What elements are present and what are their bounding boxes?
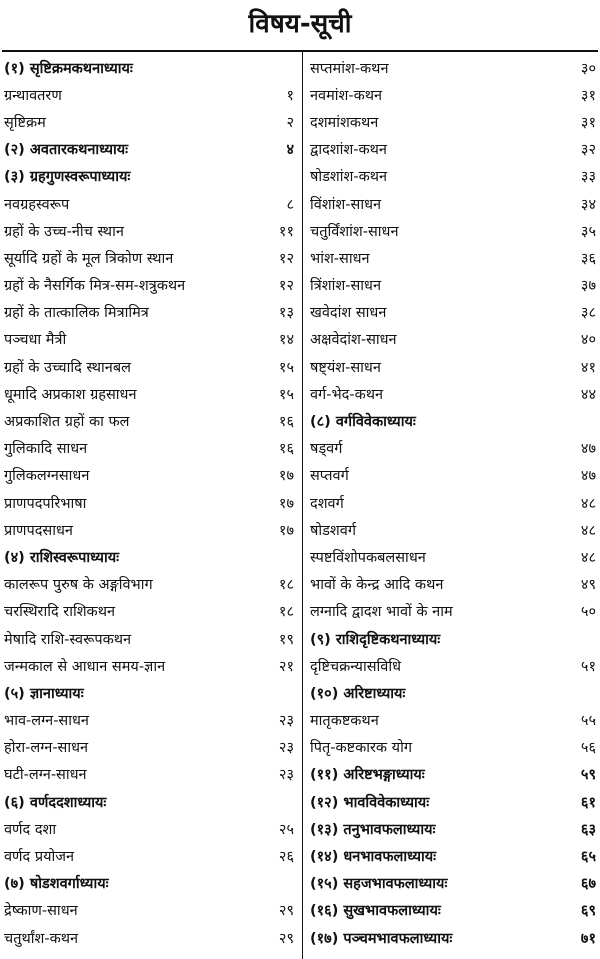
toc-page-number: ६५	[580, 849, 596, 866]
toc-page-number: ११	[278, 223, 294, 240]
toc-entry-title: सप्तवर्ग	[310, 468, 349, 485]
toc-entry-title: पितृ-कष्टकारक योग	[310, 740, 412, 757]
page-title: विषय-सूची	[248, 9, 352, 39]
toc-entry	[0, 625, 298, 652]
toc-chapter-heading	[306, 679, 600, 706]
toc-entry	[306, 136, 600, 163]
toc-entry	[306, 598, 600, 625]
toc-page-number: १७	[278, 522, 294, 539]
toc-page-number: ६१	[580, 794, 596, 811]
toc-entry	[306, 543, 600, 570]
toc-chapter-heading	[0, 543, 298, 570]
toc-page-number: २१	[278, 658, 294, 675]
toc-chapter-heading	[0, 870, 298, 897]
toc-entry-title: नवग्रहस्वरूप	[4, 196, 70, 213]
toc-entry	[0, 244, 298, 271]
toc-entry	[306, 299, 600, 326]
toc-page-number: ४८	[580, 549, 596, 566]
toc-entry	[306, 353, 600, 380]
toc-entry-title: (१) सृष्टिक्रमकथनाध्यायः	[4, 60, 133, 77]
toc-entry-title: (८) वर्गविवेकाध्यायः	[310, 414, 416, 431]
toc-entry-title: (६) वर्णददशाध्यायः	[4, 794, 107, 811]
toc-entry-title: अक्षवेदांश-साधन	[310, 332, 397, 349]
toc-entry-title: कालरूप पुरुष के अङ्गविभाग	[4, 577, 153, 594]
toc-entry	[0, 707, 298, 734]
toc-entry-title: (१७) पञ्चमभावफलाध्यायः	[310, 930, 453, 947]
toc-entry-title: पञ्चधा मैत्री	[4, 332, 67, 349]
toc-page-number: २९	[278, 903, 294, 920]
toc-page-number: ३५	[580, 223, 596, 240]
toc-entry-title: मेषादि राशि-स्वरूपकथन	[4, 631, 132, 648]
toc-entry-title: (१६) सुखभावफलाध्यायः	[310, 903, 441, 920]
toc-entry	[0, 516, 298, 543]
toc-entry	[306, 652, 600, 679]
toc-entry-title: लग्नादि द्वादश भावों के नाम	[310, 604, 453, 621]
toc-page-number: ४९	[580, 577, 596, 594]
toc-entry	[0, 761, 298, 788]
toc-entry	[306, 571, 600, 598]
toc-entry	[0, 326, 298, 353]
toc-entry	[0, 407, 298, 434]
toc-entry-title: भावों के केन्द्र आदि कथन	[310, 577, 444, 594]
toc-entry	[0, 299, 298, 326]
toc-entry-title: जन्मकाल से आधान समय-ज्ञान	[4, 658, 166, 675]
toc-page-number: १५	[278, 386, 294, 403]
toc-page-number: ३४	[580, 196, 596, 213]
toc-page-number: २३	[278, 767, 294, 784]
toc-page-number: ८	[286, 196, 294, 213]
toc-chapter-heading	[0, 679, 298, 706]
toc-entry	[0, 108, 298, 135]
toc-page-number: ४८	[580, 495, 596, 512]
toc-entry	[0, 897, 298, 924]
toc-entry-title: चतुर्विंशांश-साधन	[310, 223, 399, 240]
toc-entry-title: (२) अवतारकथनाध्यायः	[4, 142, 129, 159]
toc-page-number: १४	[278, 332, 294, 349]
toc-entry-title: भांश-साधन	[310, 250, 370, 267]
toc-entry	[0, 435, 298, 462]
toc-chapter-heading	[306, 788, 600, 815]
toc-entry-title: षष्ट्यंश-साधन	[310, 359, 381, 376]
toc-page-number: ३८	[580, 305, 596, 322]
toc-entry	[0, 598, 298, 625]
toc-chapter-heading	[306, 761, 600, 788]
toc-entry	[306, 435, 600, 462]
toc-page-number: १	[286, 87, 294, 104]
toc-chapter-heading	[306, 625, 600, 652]
toc-page-number: १८	[278, 577, 294, 594]
toc-left-column	[0, 54, 298, 951]
toc-page-number: ३२	[580, 142, 596, 159]
toc-entry	[306, 489, 600, 516]
toc-entry	[306, 272, 600, 299]
toc-entry	[0, 924, 298, 951]
toc-entry	[0, 489, 298, 516]
toc-entry-title: (११) अरिष्टभङ्गाध्यायः	[310, 767, 425, 784]
toc-page-number: १२	[278, 250, 294, 267]
toc-page-number: १२	[278, 278, 294, 295]
toc-page-number: ३०	[580, 60, 596, 77]
toc-entry-title: नवमांश-कथन	[310, 87, 383, 104]
toc-entry	[306, 734, 600, 761]
toc-entry-title: दृष्टिचक्रन्यासविधि	[310, 658, 402, 675]
toc-entry-title: ग्रहों के उच्च-नीच स्थान	[4, 223, 124, 240]
toc-entry-title: घटी-लग्न-साधन	[4, 767, 87, 784]
toc-entry	[0, 734, 298, 761]
toc-page-number: ४०	[580, 332, 596, 349]
toc-page-number: ४८	[580, 522, 596, 539]
toc-page-number: १८	[278, 604, 294, 621]
toc-page-number: ३७	[580, 278, 596, 295]
toc-entry-title: धूमादि अप्रकाश ग्रहसाधन	[4, 386, 137, 403]
toc-entry-title: ग्रहों के तात्कालिक मित्रामित्र	[4, 305, 149, 322]
toc-chapter-heading	[0, 788, 298, 815]
toc-page-number: २३	[278, 713, 294, 730]
toc-entry-title: वर्ग-भेद-कथन	[310, 386, 384, 403]
toc-entry	[306, 516, 600, 543]
toc-entry	[306, 163, 600, 190]
toc-page-number: ६३	[580, 821, 596, 838]
toc-entry-title: (३) ग्रहगुणस्वरूपाध्यायः	[4, 169, 131, 186]
toc-page-number: १७	[278, 495, 294, 512]
toc-page-number: ४७	[580, 441, 596, 458]
toc-entry	[306, 326, 600, 353]
toc-entry-title: वर्णद प्रयोजन	[4, 849, 75, 866]
toc-page-number: ६७	[580, 876, 596, 893]
toc-page-number: ४४	[580, 386, 596, 403]
toc-page-number: २५	[278, 821, 294, 838]
toc-chapter-heading	[0, 54, 298, 81]
toc-entry	[0, 272, 298, 299]
toc-page-number: ५०	[580, 604, 596, 621]
toc-entry-title: त्रिंशांश-साधन	[310, 278, 381, 295]
toc-entry	[306, 108, 600, 135]
toc-entry-title: द्रेष्काण-साधन	[4, 903, 78, 920]
toc-entry	[306, 217, 600, 244]
toc-page-number: ३१	[580, 114, 596, 131]
toc-entry	[0, 842, 298, 869]
toc-right-column	[306, 54, 600, 951]
toc-entry	[0, 353, 298, 380]
toc-entry-title: (७) षोडशवर्गाध्यायः	[4, 876, 109, 893]
toc-entry	[306, 54, 600, 81]
toc-entry-title: (९) राशिदृष्टिकथनाध्यायः	[310, 631, 441, 648]
toc-entry-title: ग्रन्थावतरण	[4, 87, 62, 104]
toc-page-number: २९	[278, 930, 294, 947]
toc-entry-title: गुलिकलग्नसाधन	[4, 468, 90, 485]
toc-entry-title: षड्वर्ग	[310, 441, 343, 458]
toc-entry-title: (४) राशिस्वरूपाध्यायः	[4, 549, 120, 566]
toc-entry-title: गुलिकादि साधन	[4, 441, 88, 458]
toc-page-number: १५	[278, 359, 294, 376]
toc-page-number: १७	[278, 468, 294, 485]
toc-entry-title: वर्णद दशा	[4, 821, 57, 838]
toc-page-number: ५१	[580, 658, 596, 675]
toc-page-number: १९	[278, 631, 294, 648]
toc-entry-title: चरस्थिरादि राशिकथन	[4, 604, 116, 621]
toc-entry	[0, 190, 298, 217]
toc-entry	[0, 81, 298, 108]
toc-chapter-heading	[306, 842, 600, 869]
toc-entry-title: प्राणपदसाधन	[4, 522, 73, 539]
toc-chapter-heading	[0, 136, 298, 163]
toc-entry-title: द्वादशांश-कथन	[310, 142, 387, 159]
toc-entry-title: चतुर्थांश-कथन	[4, 930, 79, 947]
toc-entry-title: ग्रहों के नैसर्गिक मित्र-सम-शत्रुकथन	[4, 278, 186, 295]
toc-page-number: ३१	[580, 87, 596, 104]
toc-page-number: ५६	[580, 740, 596, 757]
toc-entry-title: (१२) भावविवेकाध्यायः	[310, 794, 430, 811]
toc-entry	[0, 652, 298, 679]
toc-entry-title: विंशांश-साधन	[310, 196, 382, 213]
toc-entry	[0, 462, 298, 489]
toc-page-number: ६९	[580, 903, 596, 920]
toc-entry	[306, 244, 600, 271]
toc-entry-title: होरा-लग्न-साधन	[4, 740, 89, 757]
toc-entry-title: सप्तमांश-कथन	[310, 60, 389, 77]
toc-page-number: ७१	[580, 930, 596, 947]
toc-page-number: ४१	[580, 359, 596, 376]
toc-page-number: ५९	[580, 767, 596, 784]
toc-entry-title: (५) ज्ञानाध्यायः	[4, 685, 84, 702]
toc-entry-title: स्पष्टविंशोपकबलसाधन	[310, 549, 426, 566]
toc-entry-title: खवेदांश साधन	[310, 305, 387, 322]
toc-entry-title: षोडशांश-कथन	[310, 169, 388, 186]
toc-entry	[306, 380, 600, 407]
toc-entry	[0, 815, 298, 842]
toc-page-number: १३	[278, 305, 294, 322]
toc-chapter-heading	[0, 163, 298, 190]
toc-entry-title: (१५) सहजभावफलाध्यायः	[310, 876, 448, 893]
toc-entry	[306, 707, 600, 734]
toc-entry-title: (१३) तनुभावफलाध्यायः	[310, 821, 436, 838]
toc-page-number: २६	[278, 849, 294, 866]
toc-page-number: १६	[278, 441, 294, 458]
toc-entry	[0, 217, 298, 244]
toc-chapter-heading	[306, 924, 600, 951]
toc-entry-title: प्राणपदपरिभाषा	[4, 495, 87, 512]
toc-entry-title: भाव-लग्न-साधन	[4, 713, 89, 730]
toc-entry-title: दशमांशकथन	[310, 114, 379, 131]
toc-page-number: ५५	[580, 713, 596, 730]
toc-entry	[306, 462, 600, 489]
toc-entry-title: मातृकष्टकथन	[310, 713, 379, 730]
toc-page-number: ३३	[580, 169, 596, 186]
toc-page-number: १६	[278, 414, 294, 431]
toc-page-number: ४	[286, 142, 294, 159]
toc-entry-title: सूर्यादि ग्रहों के मूल त्रिकोण स्थान	[4, 250, 174, 267]
toc-entry	[306, 81, 600, 108]
toc-entry	[0, 380, 298, 407]
toc-page-number: ४७	[580, 468, 596, 485]
toc-entry	[0, 571, 298, 598]
toc-entry-title: (१०) अरिष्टाध्यायः	[310, 685, 406, 702]
toc-entry-title: अप्रकाशित ग्रहों का फल	[4, 414, 130, 431]
toc-page-number: २	[286, 114, 294, 131]
toc-entry-title: (१४) धनभावफलाध्यायः	[310, 849, 437, 866]
title-rule	[2, 50, 598, 52]
toc-entry-title: ग्रहों के उच्चादि स्थानबल	[4, 359, 131, 376]
toc-entry-title: दशवर्ग	[310, 495, 344, 512]
toc-chapter-heading	[306, 897, 600, 924]
toc-entry	[306, 190, 600, 217]
toc-entry-title: षोडशवर्ग	[310, 522, 356, 539]
toc-chapter-heading	[306, 407, 600, 434]
column-divider	[302, 50, 303, 959]
toc-page-number: २३	[278, 740, 294, 757]
toc-entry-title: सृष्टिक्रम	[4, 114, 46, 131]
toc-page-number: ३६	[580, 250, 596, 267]
toc-chapter-heading	[306, 870, 600, 897]
toc-chapter-heading	[306, 815, 600, 842]
